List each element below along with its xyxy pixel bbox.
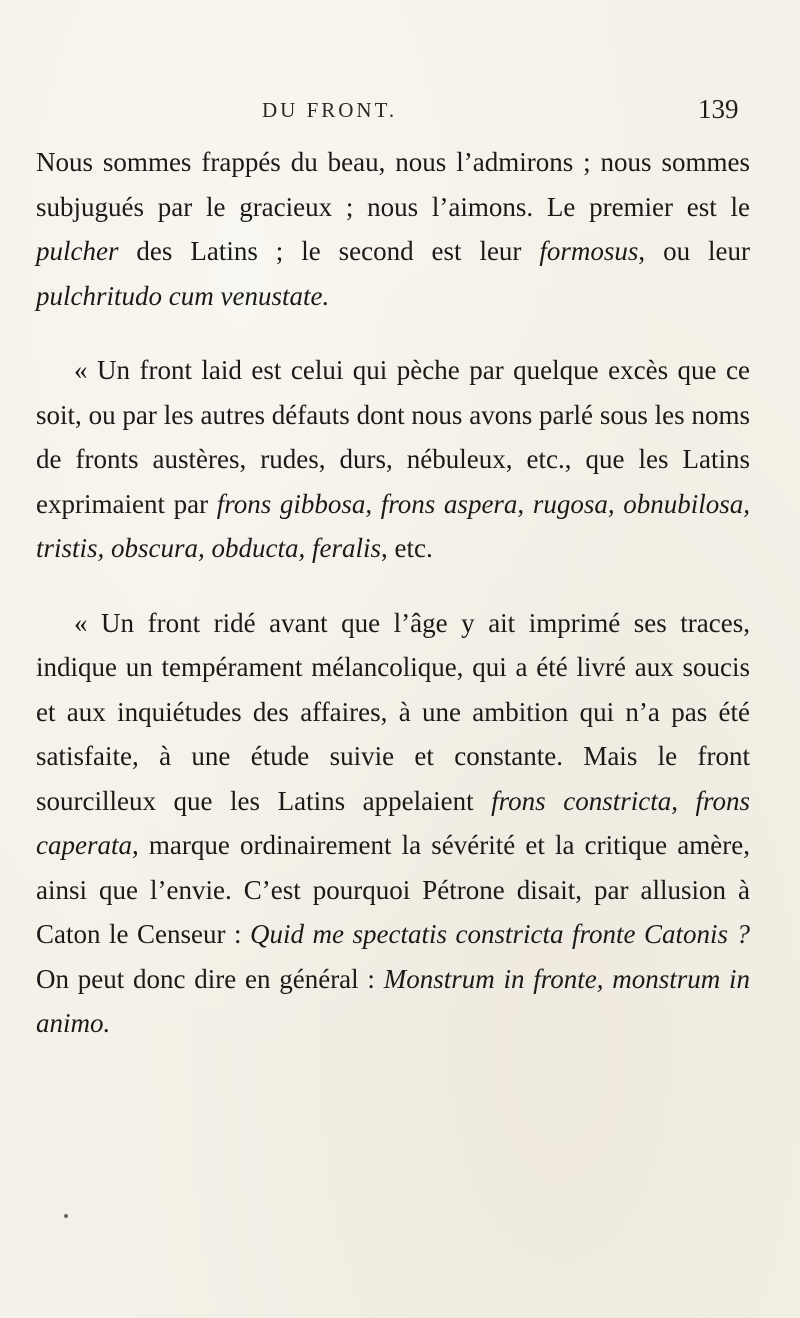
running-head: DU FRONT. — [262, 98, 398, 122]
paragraph-2 — [36, 348, 750, 571]
page-number: 139 — [698, 94, 739, 124]
ink-speck — [64, 1214, 68, 1218]
text-run: « Un front laid est celui qui pèche par quelque excès que ce soit, ou par les autres défauts dont nous avons parlé sous les noms de fronts austères, rudes, durs, nébuleux, etc., que les Latins exprimaient par — [36, 355, 750, 519]
latin-term: pulchritudo cum venustate. — [36, 280, 330, 311]
latin-term: frons gibbosa, frons aspera, rugosa, obnubilosa, tristis, obscura, obducta, feralis — [36, 488, 750, 563]
paragraph-3 — [36, 601, 750, 1046]
latin-quote: Monstrum in fronte, monstrum in animo. — [36, 963, 751, 1038]
text-run: On peut donc dire en général : — [36, 963, 384, 994]
text-run: , marque ordinairement la sévérité et la critique amère, ainsi que l’envie. C’est pourquoi Pétrone disait, par allusion à Caton le Censeur : — [36, 830, 750, 949]
text-run: Nous sommes frappés du beau, nous l’admirons ; nous sommes subjugués par le gracieux ; nous l’aimons. Le premier est le — [36, 147, 750, 222]
body-text — [36, 140, 750, 1046]
text-run: « Un front ridé avant que l’âge y ait imprimé ses traces, indique un tempérament mélancolique, qui a été livré aux soucis et aux inquiétudes des affaires, à une ambition qui n’a pas été satisfaite, à une étude suivie et constante. Mais le front sourcilleux que les Latins appelaient — [36, 607, 750, 816]
latin-term: pulcher — [36, 236, 119, 266]
text-run: des Latins ; le second est leur — [118, 236, 540, 266]
paragraph-1 — [36, 140, 750, 318]
latin-term: formosus — [539, 236, 639, 266]
page-header — [0, 92, 800, 132]
latin-quote: Quid me spectatis constricta fronte Catonis ? — [249, 919, 750, 949]
latin-term: frons constricta, frons caperata — [36, 785, 751, 860]
text-run: , ou leur — [638, 236, 750, 266]
text-run: , etc. — [381, 533, 433, 563]
